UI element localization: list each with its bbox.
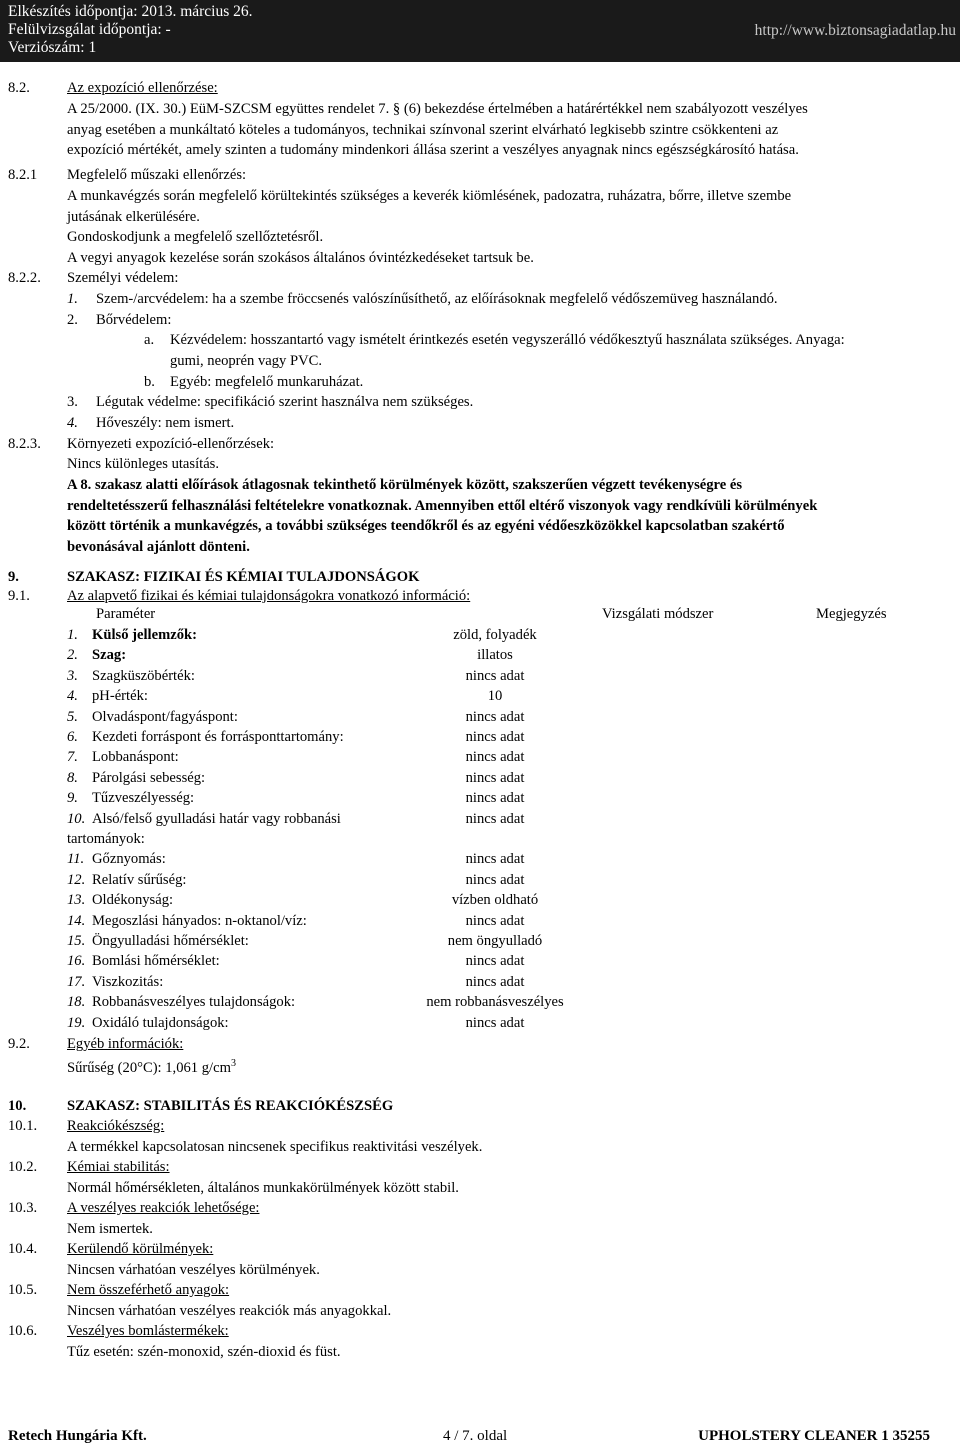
paragraph-line: rendeltetésszerű felhasználási feltételekre vonatkoznak. Amennyiben ettől eltérő viszonyok vagy rendkívüli körülmények xyxy=(67,497,818,514)
property-value: nincs adat xyxy=(465,729,525,745)
property-name: Lobbanáspont: xyxy=(92,749,179,766)
subsection-text: Tűz esetén: szén-monoxid, szén-dioxid és füst. xyxy=(67,1343,341,1360)
subsection-text: A termékkel kapcsolatosan nincsenek specifikus reaktivitási veszélyek. xyxy=(67,1138,483,1155)
property-value: nincs adat xyxy=(465,769,525,786)
footer-page-number: 4 / 7. oldal xyxy=(443,1428,508,1444)
property-name: Öngyulladási hőmérséklet: xyxy=(92,933,249,949)
subsection-text: Nincsen várhatóan veszélyes körülmények. xyxy=(67,1261,320,1278)
row-number: 2. xyxy=(67,647,78,664)
bold-notice-paragraph xyxy=(67,475,934,557)
item-number: 1. xyxy=(67,291,78,307)
section-number: 8.2. xyxy=(8,80,30,96)
header-url-link[interactable]: http://www.biztonsagiadatlap.hu xyxy=(754,22,956,39)
section-number: 9. xyxy=(8,569,19,585)
density-value: Sűrűség (20°C): 1,061 g/cm xyxy=(67,1059,231,1076)
property-name: Gőznyomás: xyxy=(92,851,166,868)
density-exponent: 3 xyxy=(230,1058,236,1069)
subsection-title: Veszélyes bomlástermékek: xyxy=(67,1323,229,1339)
item-number: 2. xyxy=(67,312,78,328)
revision-date: Felülvizsgálat időpontja: - xyxy=(8,21,171,38)
header-info xyxy=(8,3,253,57)
subsection-title: Kémiai stabilitás: xyxy=(67,1159,170,1175)
engineering-control-paragraph xyxy=(67,186,934,227)
row-number: 18. xyxy=(67,994,86,1011)
property-name: Viszkozitás: xyxy=(92,973,164,990)
subsection-text: Nem ismertek. xyxy=(67,1220,153,1237)
property-value: nincs adat xyxy=(465,953,525,970)
subsection-text: Normál hőmérsékleten, általános munkakörülmények között stabil. xyxy=(67,1179,459,1196)
item-text: Légutak védelme: specifikáció szerint használva nem szükséges. xyxy=(96,394,474,410)
document-header xyxy=(0,0,960,62)
property-value: nincs adat xyxy=(465,912,525,929)
property-value: nincs adat xyxy=(465,871,525,888)
ventilation-text: Gondoskodjunk a megfelelő szellőztetésről. xyxy=(67,229,324,245)
property-name: Olvadáspont/fagyáspont: xyxy=(92,708,238,725)
property-name: Alsó/felső gyulladási határ vagy robbanási xyxy=(92,810,341,827)
section-number: 10.2. xyxy=(8,1159,38,1175)
property-value: nincs adat xyxy=(465,667,525,684)
property-value: nincs adat xyxy=(465,973,525,990)
section-number: 9.1. xyxy=(8,588,30,604)
item-number: b. xyxy=(144,374,155,390)
item-text: Bőrvédelem: xyxy=(96,312,172,328)
paragraph-line: bevonásával ajánlott dönteni. xyxy=(67,538,250,555)
property-name-continued: tartományok: xyxy=(67,831,145,847)
item-number: 3. xyxy=(67,394,78,410)
section-number: 10.3. xyxy=(8,1200,38,1216)
property-value: nincs adat xyxy=(465,851,525,868)
section-title: Az alapvető fizikai és kémiai tulajdonságokra vonatkozó információ: xyxy=(67,588,471,604)
property-value: vízben oldható xyxy=(451,892,539,909)
section-number: 10. xyxy=(8,1098,27,1114)
paragraph-line: anyag esetében a munkáltató köteles a tudományos, technikai színvonal szerint elvárható legkisebb szintre csökkenteni az xyxy=(67,121,779,138)
property-value: nincs adat xyxy=(465,1014,525,1031)
property-name: Bomlási hőmérséklet: xyxy=(92,953,220,970)
paragraph-line: A munkavégzés során megfelelő körültekintés szükséges a keverék kiömlésének, padozatra, ruházatra, bőrre, illetve szembe xyxy=(67,188,792,204)
row-number: 11. xyxy=(67,851,85,868)
section-number: 10.4. xyxy=(8,1241,38,1257)
section-number: 10.1. xyxy=(8,1118,38,1134)
paragraph-line: A 25/2000. (IX. 30.) EüM-SZCSM együttes rendelet 7. § (6) bekezdése értelmében a határértékkel nem szabályozott veszélyes xyxy=(67,101,808,117)
hand-protection-materials: gumi, neoprén vagy PVC. xyxy=(170,353,323,369)
property-value: 10 xyxy=(487,688,503,705)
column-parameter: Paraméter xyxy=(96,606,156,622)
paragraph-line: jutásának elkerülésére. xyxy=(67,208,200,225)
paragraph-line: között történik a munkavégzés, a további szükséges teendőkről és az egyéni védőeszközökkel kapcsolatban szakértő xyxy=(67,518,785,534)
row-number: 19. xyxy=(67,1014,86,1031)
property-name: Szag: xyxy=(92,647,127,664)
section-title: SZAKASZ: FIZIKAI ÉS KÉMIAI TULAJDONSÁGOK xyxy=(67,569,420,585)
section-number: 8.2.1 xyxy=(8,167,38,183)
section-number: 8.2.2. xyxy=(8,270,41,286)
property-name: Oldékonyság: xyxy=(92,892,174,909)
row-number: 9. xyxy=(67,790,78,807)
property-value: nincs adat xyxy=(465,708,525,725)
section-title: Személyi védelem: xyxy=(67,270,179,286)
item-number: 4. xyxy=(67,415,78,431)
section-number: 8.2.3. xyxy=(8,436,41,452)
row-number: 14. xyxy=(67,912,86,929)
property-value: nincs adat xyxy=(465,810,525,827)
row-number: 6. xyxy=(67,729,78,745)
property-name: Relatív sűrűség: xyxy=(92,871,187,888)
version-number: Verziószám: 1 xyxy=(8,39,97,56)
row-number: 3. xyxy=(67,667,78,684)
row-number: 17. xyxy=(67,973,86,990)
section-number: 9.2. xyxy=(8,1036,30,1052)
environmental-text: Nincs különleges utasítás. xyxy=(67,456,219,472)
item-text: Szem-/arcvédelem: ha a szembe fröccsenés valószínűsíthető, az előírásoknak megfelelő védőszemüveg használandó. xyxy=(96,291,778,307)
section-number: 10.6. xyxy=(8,1323,38,1339)
row-number: 16. xyxy=(67,953,86,970)
property-name: Külső jellemzők: xyxy=(92,627,197,643)
subsection-text: Nincsen várhatóan veszélyes reakciók más anyagokkal. xyxy=(67,1302,392,1319)
subsection-title: Reakciókészség: xyxy=(67,1118,165,1134)
column-note: Megjegyzés xyxy=(816,606,887,622)
property-name: Megoszlási hányados: n-oktanol/víz: xyxy=(92,912,307,929)
section-title: Megfelelő műszaki ellenőrzés: xyxy=(67,167,247,183)
section-title: SZAKASZ: STABILITÁS ÉS REAKCIÓKÉSZSÉG xyxy=(67,1098,394,1114)
property-name: Párolgási sebesség: xyxy=(92,769,206,786)
property-value: nincs adat xyxy=(465,749,525,766)
section-title: Egyéb információk: xyxy=(67,1036,184,1052)
property-name: Robbanásveszélyes tulajdonságok: xyxy=(92,994,296,1011)
row-number: 5. xyxy=(67,708,78,725)
column-method: Vizsgálati módszer xyxy=(602,606,714,622)
property-name: Oxidáló tulajdonságok: xyxy=(92,1014,229,1031)
row-number: 10. xyxy=(67,810,86,827)
row-number: 13. xyxy=(67,892,86,909)
regulation-paragraph xyxy=(67,99,934,161)
property-value: nem öngyulladó xyxy=(447,933,543,949)
property-name: pH-érték: xyxy=(92,688,148,705)
footer-product: UPHOLSTERY CLEANER 1 35255 xyxy=(698,1428,930,1444)
property-value: zöld, folyadék xyxy=(453,627,537,643)
property-value: nem robbanásveszélyes xyxy=(426,994,564,1011)
item-text: Kézvédelem: hosszantartó vagy ismételt érintkezés esetén vegyszerálló védőkesztyű használata szükséges. Anyaga: xyxy=(170,332,845,348)
paragraph-line: A 8. szakasz alatti előírások átlagosnak tekinthető körülmények között, szakszerűen végzett tevékenységre és xyxy=(67,477,743,493)
row-number: 8. xyxy=(67,769,78,786)
row-number: 1. xyxy=(67,627,78,643)
property-name: Kezdeti forráspont és forrásponttartomány: xyxy=(92,729,344,745)
subsection-title: A veszélyes reakciók lehetősége: xyxy=(67,1200,260,1216)
item-text: Egyéb: megfelelő munkaruházat. xyxy=(170,374,364,390)
property-name: Szagküszöbérték: xyxy=(92,667,195,684)
row-number: 4. xyxy=(67,688,78,705)
subsection-title: Kerülendő körülmények: xyxy=(67,1241,214,1257)
section-number: 10.5. xyxy=(8,1282,38,1298)
row-number: 7. xyxy=(67,749,78,766)
property-name: Tűzveszélyesség: xyxy=(92,790,195,807)
subsection-title: Nem összeférhető anyagok: xyxy=(67,1282,230,1298)
row-number: 12. xyxy=(67,871,86,888)
property-value: illatos xyxy=(477,647,513,664)
precautions-text: A vegyi anyagok kezelése során szokásos általános óvintézkedéseket tartsuk be. xyxy=(67,250,534,266)
section-title: Környezeti expozíció-ellenőrzések: xyxy=(67,436,275,452)
footer-company: Retech Hungária Kft. xyxy=(8,1428,147,1444)
paragraph-line: expozíció mértékét, amely szinten a tudomány mindenkori állása szerint a veszélyes anyagnak nincs egészségkárosító hatása. xyxy=(67,142,799,158)
density-text xyxy=(67,1054,236,1078)
property-value: nincs adat xyxy=(465,790,525,807)
row-number: 15. xyxy=(67,933,86,949)
created-date: Elkészítés időpontja: 2013. március 26. xyxy=(8,3,253,20)
item-number: a. xyxy=(144,332,155,348)
section-title: Az expozíció ellenőrzése: xyxy=(67,80,218,96)
item-text: Hőveszély: nem ismert. xyxy=(96,415,235,431)
